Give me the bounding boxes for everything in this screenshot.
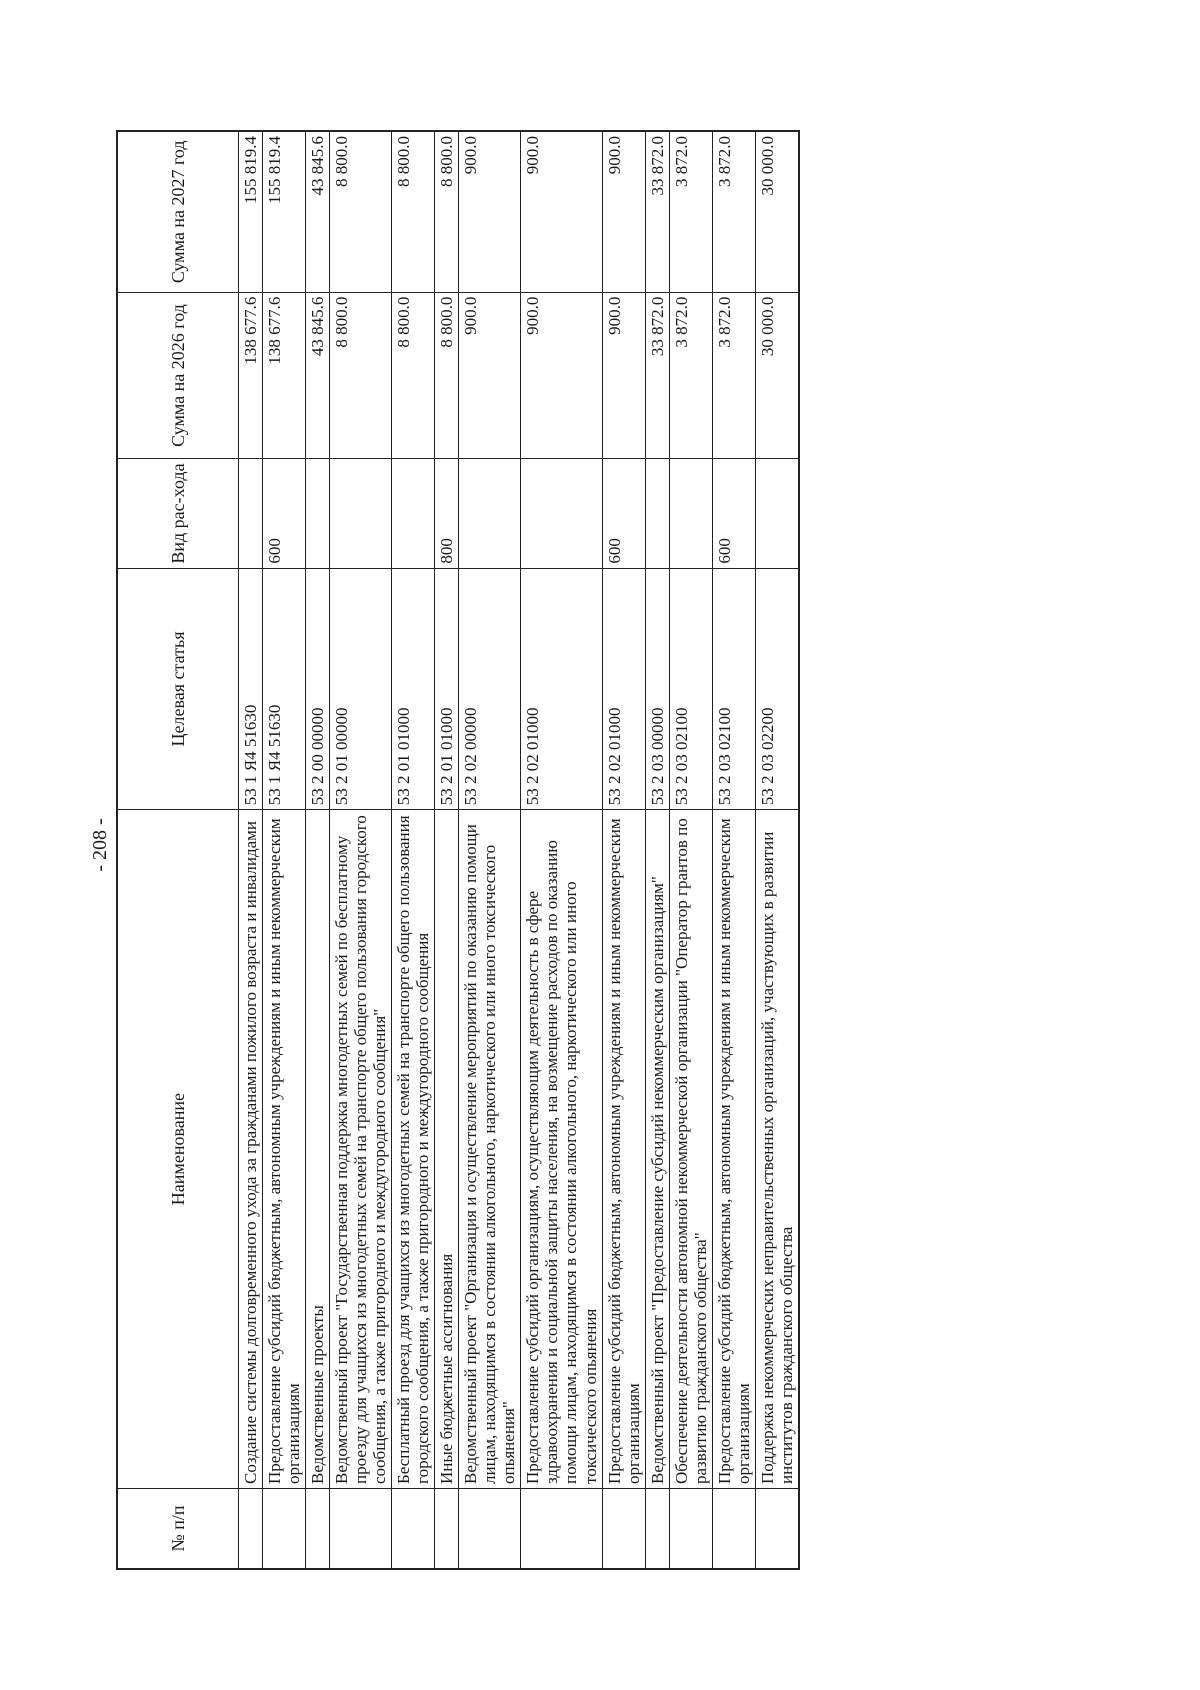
- cell-name: Предоставление субсидий бюджетным, автономным учреждениям и иным некоммерческим организациям: [602, 810, 645, 1489]
- cell-sum-2026: 3 872.0: [669, 292, 712, 459]
- header-kind: Вид рас-хода: [117, 459, 239, 568]
- cell-sum-2027: 3 872.0: [669, 131, 712, 292]
- table-row: [459, 131, 521, 1569]
- header-num: № п/п: [117, 1488, 239, 1569]
- cell-target: 53 2 02 01000: [521, 568, 602, 810]
- cell-kind: [521, 459, 602, 568]
- cell-name: Иные бюджетные ассигнования: [435, 810, 459, 1489]
- cell-num: [669, 1488, 712, 1569]
- cell-kind: [239, 459, 263, 568]
- cell-num: [435, 1488, 459, 1569]
- cell-sum-2026: 8 800.0: [330, 292, 392, 459]
- table-row: [330, 131, 392, 1569]
- cell-num: [521, 1488, 602, 1569]
- cell-kind: 600: [263, 459, 306, 568]
- cell-kind: [645, 459, 669, 568]
- cell-sum-2027: 8 800.0: [330, 131, 392, 292]
- table-body: [239, 131, 799, 1569]
- cell-target: 53 2 02 00000: [459, 568, 521, 810]
- cell-target: 53 2 01 00000: [330, 568, 392, 810]
- cell-num: [392, 1488, 435, 1569]
- cell-kind: [459, 459, 521, 568]
- cell-sum-2026: 8 800.0: [435, 292, 459, 459]
- table-row: [263, 131, 306, 1569]
- cell-target: 53 2 03 02100: [669, 568, 712, 810]
- cell-name: Предоставление субсидий бюджетным, автономным учреждениям и иным некоммерческим организациям: [712, 810, 755, 1489]
- cell-name: Ведомственный проект "Предоставление субсидий некоммерческим организациям": [645, 810, 669, 1489]
- cell-sum-2027: 43 845.6: [306, 131, 330, 292]
- rotated-table-wrapper: [116, 130, 1066, 1570]
- table-row: [712, 131, 755, 1569]
- cell-name: Ведомственные проекты: [306, 810, 330, 1489]
- cell-kind: [755, 459, 799, 568]
- cell-sum-2027: 155 819.4: [263, 131, 306, 292]
- cell-num: [306, 1488, 330, 1569]
- table-row: [521, 131, 602, 1569]
- cell-num: [645, 1488, 669, 1569]
- cell-num: [602, 1488, 645, 1569]
- cell-target: 53 2 03 02100: [712, 568, 755, 810]
- cell-name: Создание системы долговременного ухода за гражданами пожилого возраста и инвалидами: [239, 810, 263, 1489]
- header-sum-2027: Сумма на 2027 год: [117, 131, 239, 292]
- cell-sum-2027: 3 872.0: [712, 131, 755, 292]
- table-header-row: [117, 131, 239, 1569]
- cell-kind: 600: [602, 459, 645, 568]
- cell-target: 53 2 03 02200: [755, 568, 799, 810]
- cell-sum-2027: 30 000.0: [755, 131, 799, 292]
- table-row: [392, 131, 435, 1569]
- cell-sum-2026: 900.0: [459, 292, 521, 459]
- cell-target: 53 1 Я4 51630: [263, 568, 306, 810]
- cell-num: [712, 1488, 755, 1569]
- cell-name: Предоставление субсидий организациям, осуществляющим деятельность в сфере здравоохранения и социальной защиты населения, на возмещение расходов по оказанию помощи лицам, находящимся в состоянии алкогольного, наркотического или иного токсического опьянения: [521, 810, 602, 1489]
- cell-num: [459, 1488, 521, 1569]
- cell-name: Предоставление субсидий бюджетным, автономным учреждениям и иным некоммерческим организациям: [263, 810, 306, 1489]
- cell-sum-2026: 30 000.0: [755, 292, 799, 459]
- cell-name: Бесплатный проезд для учащихся из многодетных семей на транспорте общего пользования городского сообщения, а также пригородного и междугородного сообщения: [392, 810, 435, 1489]
- table-row: [602, 131, 645, 1569]
- cell-num: [263, 1488, 306, 1569]
- table-row: [435, 131, 459, 1569]
- cell-kind: [392, 459, 435, 568]
- cell-sum-2027: 8 800.0: [435, 131, 459, 292]
- table-row: [306, 131, 330, 1569]
- budget-table: [116, 130, 800, 1570]
- cell-sum-2026: 33 872.0: [645, 292, 669, 459]
- cell-sum-2026: 900.0: [521, 292, 602, 459]
- cell-target: 53 2 01 01000: [392, 568, 435, 810]
- cell-target: 53 2 02 01000: [602, 568, 645, 810]
- header-target: Целевая статья: [117, 568, 239, 810]
- table-row: [645, 131, 669, 1569]
- cell-sum-2026: 900.0: [602, 292, 645, 459]
- table-row: [755, 131, 799, 1569]
- cell-sum-2027: 33 872.0: [645, 131, 669, 292]
- cell-sum-2027: 900.0: [459, 131, 521, 292]
- cell-num: [239, 1488, 263, 1569]
- cell-kind: 800: [435, 459, 459, 568]
- cell-sum-2027: 155 819.4: [239, 131, 263, 292]
- cell-sum-2026: 43 845.6: [306, 292, 330, 459]
- cell-sum-2027: 8 800.0: [392, 131, 435, 292]
- cell-name: Ведомственный проект "Организация и осуществление мероприятий по оказанию помощи лицам, находящимся в состоянии алкогольного, наркотического или иного токсического опьянения": [459, 810, 521, 1489]
- cell-target: 53 2 00 00000: [306, 568, 330, 810]
- cell-name: Ведомственный проект "Государственная поддержка многодетных семей по бесплатному проезду для учащихся из многодетных семей на транспорте общего пользования городского сообщения, а также пригородного и междугородного сообщения": [330, 810, 392, 1489]
- table-row: [669, 131, 712, 1569]
- cell-sum-2026: 138 677.6: [263, 292, 306, 459]
- cell-target: 53 2 03 00000: [645, 568, 669, 810]
- header-name: Наименование: [117, 810, 239, 1489]
- cell-name: Поддержка некоммерческих неправительственных организаций, участвующих в развитии институтов гражданского общества: [755, 810, 799, 1489]
- cell-name: Обеспечение деятельности автономной некоммерческой организации "Оператор грантов по развитию гражданского общества": [669, 810, 712, 1489]
- cell-kind: [669, 459, 712, 568]
- cell-sum-2027: 900.0: [521, 131, 602, 292]
- cell-kind: 600: [712, 459, 755, 568]
- cell-kind: [306, 459, 330, 568]
- cell-kind: [330, 459, 392, 568]
- cell-sum-2026: 138 677.6: [239, 292, 263, 459]
- cell-sum-2026: 8 800.0: [392, 292, 435, 459]
- table-row: [239, 131, 263, 1569]
- cell-target: 53 1 Я4 51630: [239, 568, 263, 810]
- cell-num: [755, 1488, 799, 1569]
- cell-num: [330, 1488, 392, 1569]
- header-sum-2026: Сумма на 2026 год: [117, 292, 239, 459]
- page-number: - 208 -: [89, 818, 111, 872]
- cell-sum-2026: 3 872.0: [712, 292, 755, 459]
- cell-sum-2027: 900.0: [602, 131, 645, 292]
- cell-target: 53 2 01 01000: [435, 568, 459, 810]
